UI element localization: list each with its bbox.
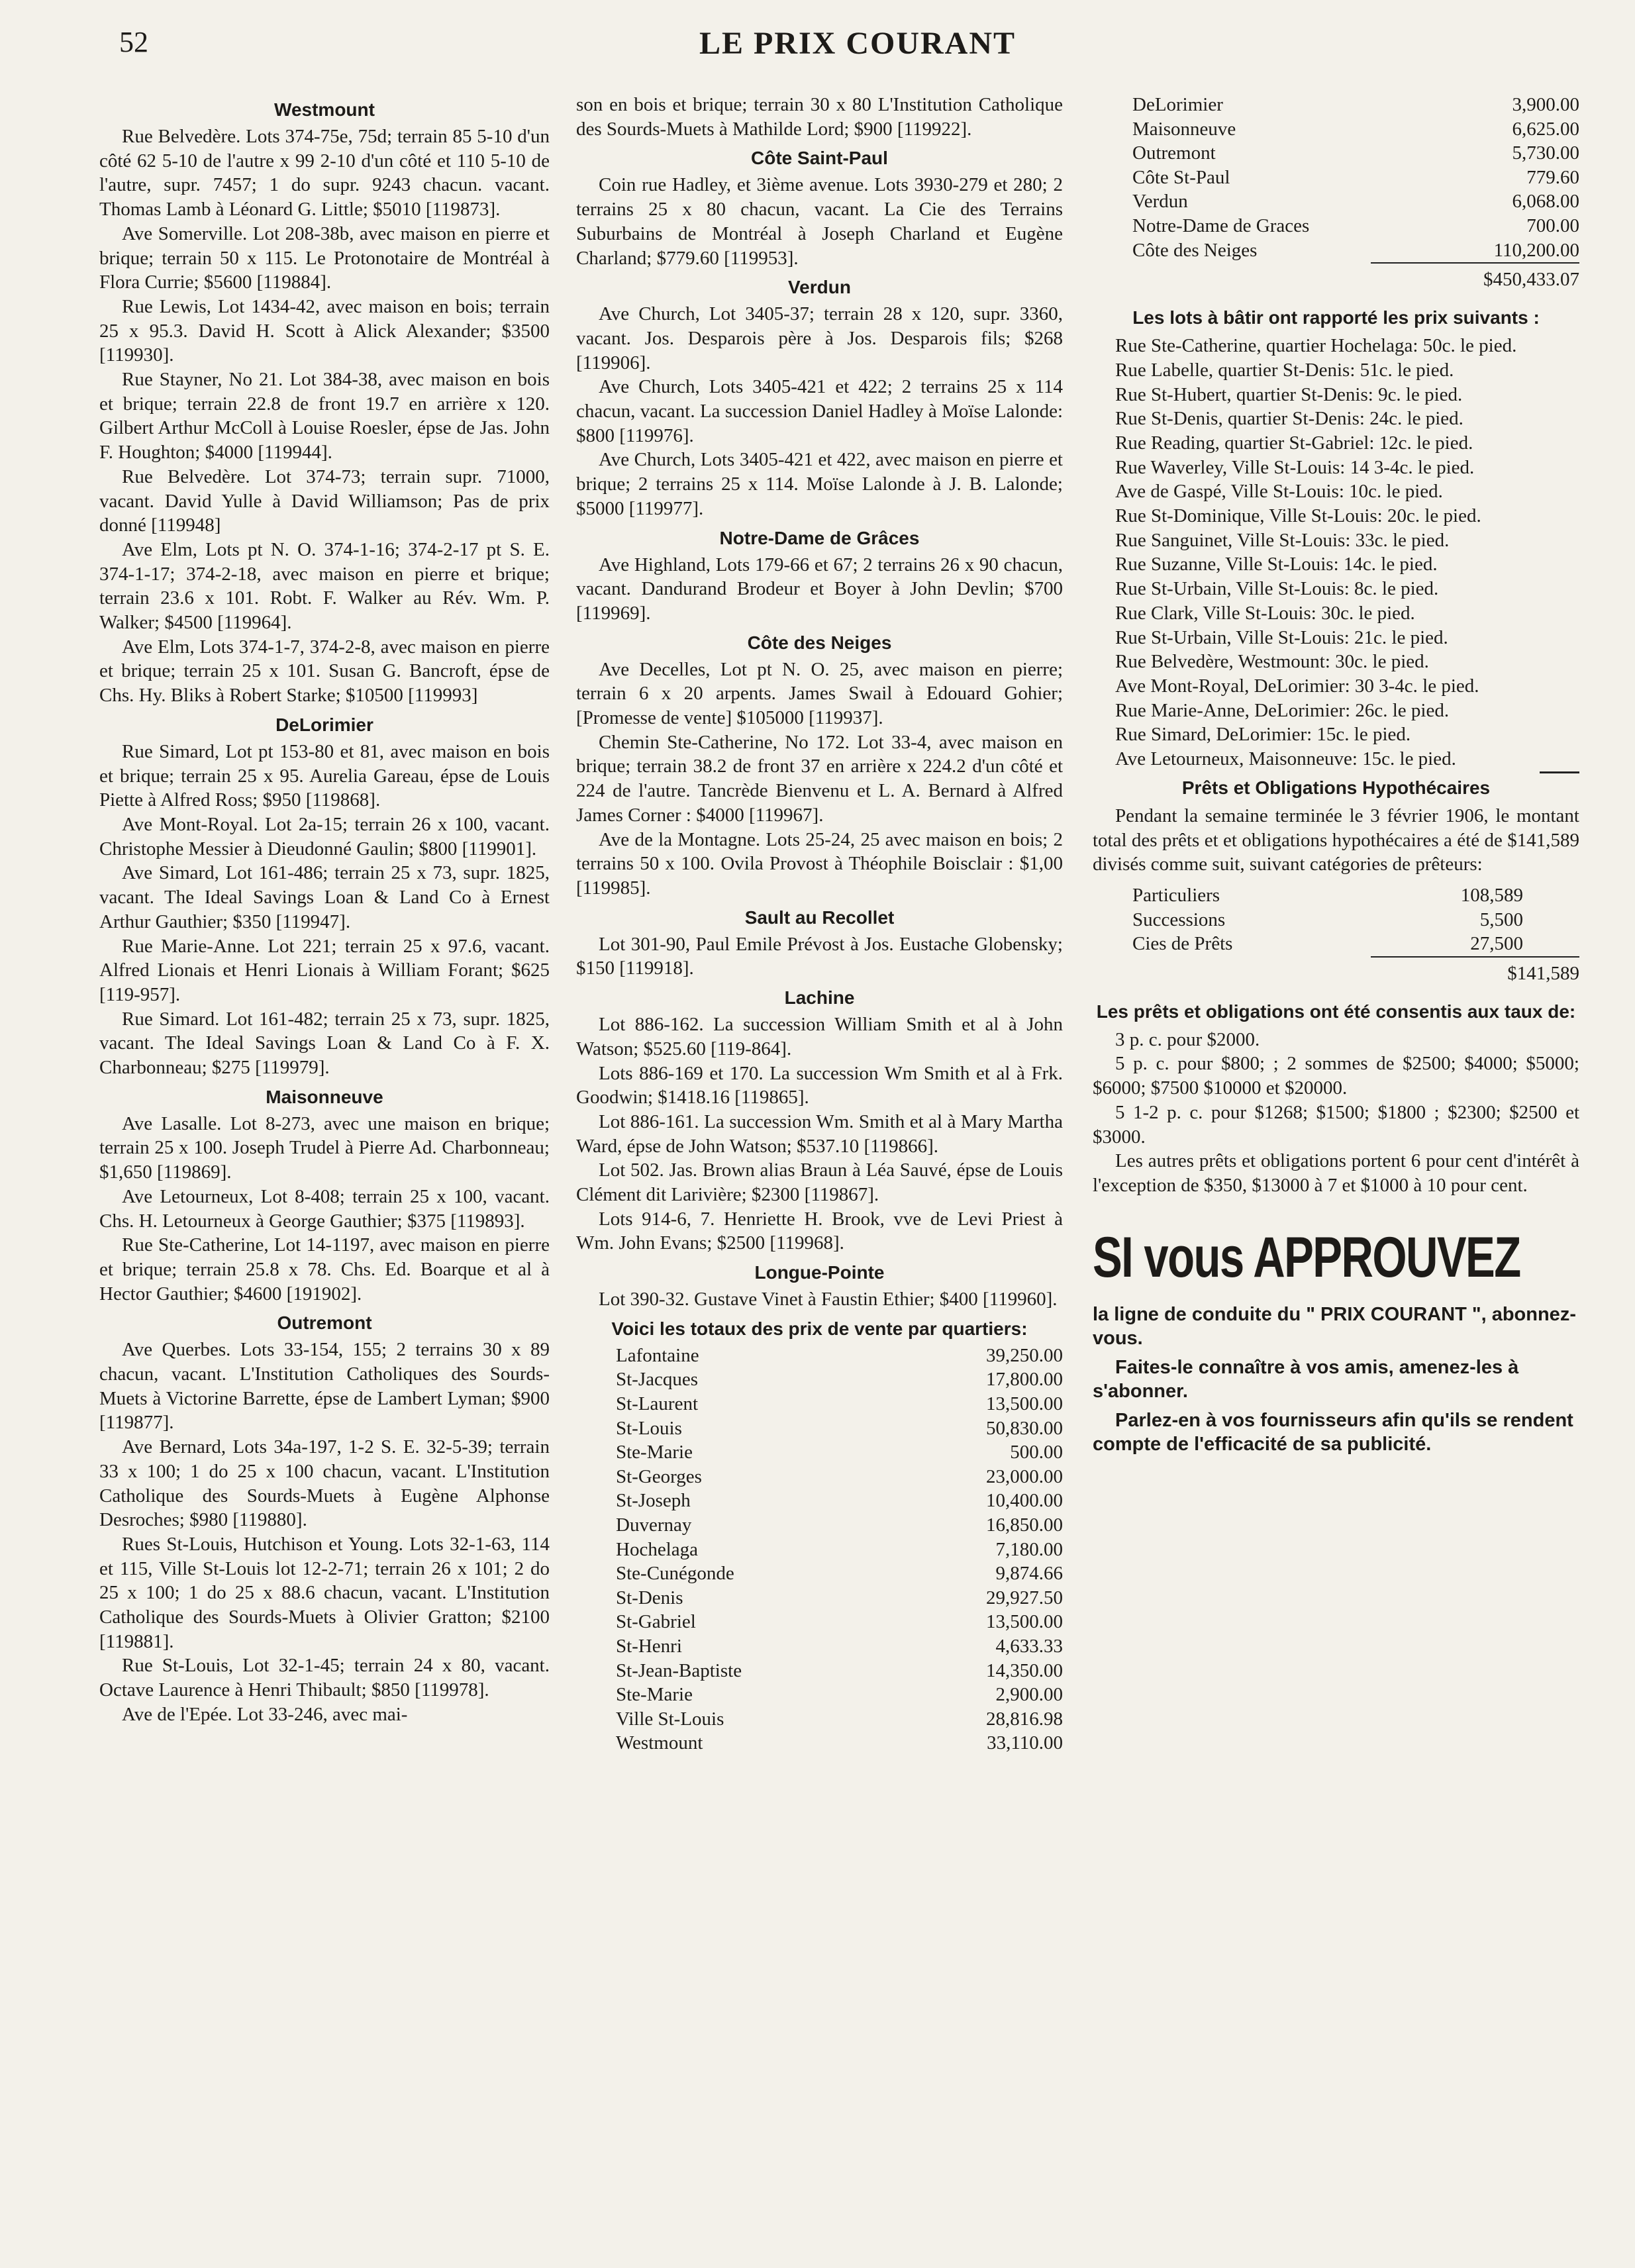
ledger-row	[1132, 908, 1523, 932]
entries-lachine	[576, 1012, 1063, 1256]
ledger-row-amount: 23,000.00	[986, 1465, 1063, 1487]
page-number: 52	[119, 26, 148, 58]
entry-paragraph: Rue Reading, quartier St-Gabriel: 12c. le pied.	[1115, 432, 1473, 454]
ledger-row-name: Westmount	[616, 1732, 703, 1754]
ledger-row-amount: 39,250.00	[986, 1344, 1063, 1366]
entry-paragraph: Rue Suzanne, Ville St-Louis: 14c. le pied.	[1115, 554, 1438, 575]
entry-paragraph: Rue Simard, DeLorimier: 15c. le pied.	[1115, 724, 1411, 746]
ledger-row	[576, 1683, 1063, 1707]
ledger-row	[576, 1344, 1063, 1368]
ledger-row	[576, 1659, 1063, 1683]
ledger-row-name: Duvernay	[616, 1514, 692, 1536]
entry-paragraph: Ave Highland, Lots 179-66 et 67; 2 terrains 26 x 90 chacun, vacant. Dandurand Brodeur et Boyer à John Devlin; $700 [119969].	[576, 554, 1063, 624]
subscription-ad	[1093, 1224, 1579, 1456]
ledger-row-name: St-Denis	[616, 1587, 683, 1608]
entries-ndg	[576, 553, 1063, 626]
ledger-row	[1093, 93, 1579, 117]
ledger-row	[576, 1489, 1063, 1513]
totals-continued-table	[1093, 93, 1579, 262]
entries-westmount	[99, 124, 550, 708]
ledger-row-amount: 13,500.00	[986, 1611, 1063, 1633]
entry-paragraph: Ave Letourneux, Maisonneuve: 15c. le pied.	[1115, 748, 1456, 770]
entries-cote-saint-paul	[576, 173, 1063, 270]
ledger-row-amount: 5,500	[1479, 909, 1523, 930]
entry-paragraph: 5 1-2 p. c. pour $1268; $1500; $1800 ; $2300; $2500 et $3000.	[1093, 1101, 1579, 1148]
column-1	[99, 93, 550, 1727]
ledger-row-name: Notre-Dame de Graces	[1132, 215, 1310, 236]
entry-paragraph: Ave Letourneux, Lot 8-408; terrain 25 x 100, vacant. Chs. H. Letourneux à George Gauthier; $375 [119893].	[99, 1185, 550, 1232]
ad-headline: SI vous APPROUVEZ	[1093, 1225, 1520, 1289]
ledger-row	[1132, 932, 1523, 956]
entry-paragraph: Lot 502. Jas. Brown alias Braun à Léa Sauvé, épse de Louis Clément dit Larivière; $2300 [119867].	[576, 1159, 1063, 1206]
ledger-row-amount: 779.60	[1526, 166, 1579, 188]
section-heading-ndg: Notre-Dame de Grâces	[719, 527, 920, 548]
section-heading-delorimier: DeLorimier	[275, 714, 373, 735]
lots-list	[1093, 334, 1579, 771]
ledger-row-amount: 6,068.00	[1512, 191, 1579, 213]
section-heading-verdun: Verdun	[788, 277, 851, 298]
entry-paragraph: Rue St-Denis, quartier St-Denis: 24c. le pied.	[1115, 408, 1463, 430]
section-heading-cote-saint-paul: Côte Saint-Paul	[751, 148, 888, 169]
entry-paragraph: Rue Marie-Anne. Lot 221; terrain 25 x 97.6, vacant. Alfred Lionais et Henri Lionais à William Forant; $625 [119-957].	[99, 935, 550, 1005]
entry-paragraph: Ave de la Montagne. Lots 25-24, 25 avec maison en bois; 2 terrains 50 x 100. Ovila Provost à Théophile Boisclair : $1,00 [119985].	[576, 828, 1063, 899]
ledger-row-name: Hochelaga	[616, 1538, 698, 1560]
entry-paragraph: Rue Stayner, No 21. Lot 384-38, avec maison en bois et brique; terrain 22.8 de front 19.7 en arrière x 120. Gilbert Arthur McColl à Louise Roesler, épse de Jas. John F. Houghton; $4000 [119944].	[99, 369, 550, 464]
ledger-row-name: Ville St-Louis	[616, 1708, 724, 1730]
ledger-row-amount: 28,816.98	[986, 1708, 1063, 1730]
ledger-row-amount: 2,900.00	[995, 1684, 1063, 1706]
ledger-row	[1093, 141, 1579, 166]
ledger-row-name: Successions	[1132, 909, 1226, 930]
column-2	[576, 93, 1063, 1755]
ledger-row-amount: 500.00	[1010, 1442, 1063, 1463]
section-divider	[1540, 771, 1579, 773]
ledger-row-amount: 14,350.00	[986, 1659, 1063, 1681]
taux-list	[1093, 1028, 1579, 1198]
ad-line-3: Parlez-en à vos fournisseurs afin qu'ils se rendent compte de l'efficacité de sa publicité.	[1093, 1409, 1573, 1455]
ledger-row	[576, 1707, 1063, 1732]
entries-verdun	[576, 302, 1063, 520]
ledger-row-name: Ste-Marie	[616, 1684, 693, 1706]
ledger-row-amount: 27,500	[1470, 933, 1523, 955]
ledger-row-name: St-Jacques	[616, 1369, 699, 1391]
ledger-row-amount: 700.00	[1526, 215, 1579, 236]
ledger-row	[576, 1367, 1063, 1392]
ledger-row-amount: 9,874.66	[995, 1563, 1063, 1585]
ledger-row-name: St-Joseph	[616, 1490, 691, 1512]
entries-delorimier	[99, 740, 550, 1080]
entry-paragraph: Ave Church, Lots 3405-421 et 422; 2 terrains 25 x 114 chacun, vacant. La succession Daniel Hadley à Moïse Lalonde: $800 [119976].	[576, 376, 1063, 446]
ledger-row-name: Outremont	[1132, 142, 1216, 164]
ledger-row-amount: 29,927.50	[986, 1587, 1063, 1608]
ledger-row-name: St-Gabriel	[616, 1611, 696, 1633]
ledger-row	[1093, 214, 1579, 238]
taux-heading: Les prêts et obligations ont été consentis aux taux de:	[1096, 1001, 1576, 1022]
continuation-text: son en bois et brique; terrain 30 x 80 L'Institution Catholique des Sourds-Muets à Mathilde Lord; $900 [119922].	[576, 94, 1063, 140]
entry-paragraph: Rue Labelle, quartier St-Denis: 51c. le pied.	[1115, 359, 1454, 381]
ledger-row-amount: 17,800.00	[986, 1369, 1063, 1391]
entry-paragraph: Lot 886-162. La succession William Smith et al à John Watson; $525.60 [119-864].	[576, 1014, 1063, 1060]
entry-paragraph: Rue Belvedère, Westmount: 30c. le pied.	[1115, 651, 1429, 673]
ledger-row-amount: 50,830.00	[986, 1417, 1063, 1439]
entry-paragraph: Ave Church, Lot 3405-37; terrain 28 x 120, supr. 3360, vacant. Jos. Desparois père à Jos. Desparois fils; $268 [119906].	[576, 303, 1063, 373]
entry-paragraph: Rue St-Hubert, quartier St-Denis: 9c. le pied.	[1115, 383, 1463, 405]
entries-longue-pointe	[576, 1287, 1063, 1312]
entry-paragraph: Rue Ste-Catherine, Lot 14-1197, avec maison en pierre et brique; terrain 25.8 x 78. Chs. Ed. Boarque et al à Hector Gauthier; $4600 [191902].	[99, 1234, 550, 1305]
entries-cote-des-neiges	[576, 658, 1063, 901]
entry-paragraph: Ave Mont-Royal. Lot 2a-15; terrain 26 x 100, vacant. Christophe Messier à Dieudonné Gaulin; $800 [119901].	[99, 813, 550, 860]
entry-paragraph: Rue St-Louis, Lot 32-1-45; terrain 24 x 80, vacant. Octave Laurence à Henri Thibault; $850 [119978].	[99, 1655, 550, 1701]
prets-heading: Prêts et Obligations Hypothécaires	[1181, 777, 1491, 798]
ledger-row	[576, 1561, 1063, 1586]
entries-outremont	[99, 1338, 550, 1726]
entry-paragraph: Ave Elm, Lots pt N. O. 374-1-16; 374-2-17 pt S. E. 374-1-17; 374-2-18, avec maison en pierre et brique; terrain 23.6 x 101. Robt. F. Walker au Rév. Wm. P. Walker; $4500 [119964].	[99, 538, 550, 634]
ledger-row-name: St-Louis	[616, 1417, 682, 1439]
ledger-row-name: Côte des Neiges	[1132, 239, 1258, 261]
section-heading-outremont: Outremont	[277, 1312, 372, 1334]
ledger-row-amount: 5,730.00	[1512, 142, 1579, 164]
distribution-total: $141,589	[1371, 956, 1579, 987]
ledger-row	[576, 1586, 1063, 1610]
ledger-row-name: St-Georges	[616, 1465, 702, 1487]
entry-paragraph: Ave Lasalle. Lot 8-273, avec une maison en brique; terrain 25 x 100. Joseph Trudel à Pierre Ad. Charbonneau; $1,650 [119869].	[99, 1112, 550, 1183]
ledger-row	[1093, 189, 1579, 214]
ledger-row-name: Verdun	[1132, 191, 1188, 213]
distribution-table	[1132, 883, 1523, 956]
totals-table	[576, 1344, 1063, 1755]
entries-maisonneuve	[99, 1112, 550, 1307]
entry-paragraph: Lot 301-90, Paul Emile Prévost à Jos. Eustache Globensky; $150 [119918].	[576, 933, 1063, 979]
ledger-row-name: Particuliers	[1132, 884, 1220, 906]
distribution-body	[1132, 883, 1523, 956]
ledger-row-name: Lafontaine	[616, 1344, 699, 1366]
entry-paragraph: Rue Sanguinet, Ville St-Louis: 33c. le pied.	[1115, 529, 1450, 551]
section-heading-maisonneuve: Maisonneuve	[266, 1086, 383, 1107]
entry-paragraph: Ave Simard, Lot 161-486; terrain 25 x 73, supr. 1825, vacant. The Ideal Savings Loan & Land Co à Ernest Arthur Gauthier; $350 [119947].	[99, 862, 550, 932]
grand-total: $450,433.07	[1371, 262, 1579, 293]
entry-paragraph: Rue Belvedère. Lots 374-75e, 75d; terrain 85 5-10 d'un côté 62 5-10 de l'autre x 99 2-10 d'un côté et 110 5-10 de l'autre, supr. 7457; 1 do supr. 9243 chacun. vacant. Thomas Lamb à Léonard G. Little; $5010 [119873].	[99, 126, 550, 221]
entry-paragraph: Rue Lewis, Lot 1434-42, avec maison en bois; terrain 25 x 95.3. David H. Scott à Alick Alexander; $3500 [119930].	[99, 295, 550, 366]
entry-paragraph: Lots 914-6, 7. Henriette H. Brook, vve de Levi Priest à Wm. John Evans; $2500 [119968].	[576, 1208, 1063, 1254]
ledger-row-amount: 4,633.33	[995, 1635, 1063, 1657]
ledger-row-amount: 108,589	[1460, 884, 1523, 906]
totals-table-body	[576, 1344, 1063, 1755]
ledger-row-name: St-Laurent	[616, 1393, 699, 1415]
entry-paragraph: Rue Marie-Anne, DeLorimier: 26c. le pied.	[1115, 699, 1450, 721]
ledger-row	[576, 1416, 1063, 1441]
entry-paragraph: Ave Decelles, Lot pt N. O. 25, avec maison en pierre; terrain 6 x 20 arpents. James Swail à Edouard Gohier; [Promesse de vente] $105000 [119937].	[576, 658, 1063, 729]
section-heading-longue-pointe: Longue-Pointe	[754, 1262, 885, 1283]
ledger-row-name: Ste-Cunégonde	[616, 1563, 734, 1585]
entry-paragraph: Rue Simard. Lot 161-482; terrain 25 x 73, supr. 1825, vacant. The Ideal Savings Loan & Land Co à F. X. Charbonneau; $275 [119979].	[99, 1008, 550, 1079]
entry-paragraph: Rue St-Dominique, Ville St-Louis: 20c. le pied.	[1115, 505, 1481, 527]
ledger-row-amount: 110,200.00	[1493, 239, 1579, 261]
entry-paragraph: Rue St-Urbain, Ville St-Louis: 8c. le pied.	[1115, 578, 1439, 600]
ledger-row	[576, 1610, 1063, 1634]
entry-paragraph: Lot 886-161. La succession Wm. Smith et al à Mary Martha Ward, épse de John Watson; $537.10 [119866].	[576, 1110, 1063, 1157]
section-heading-sault-au-recollet: Sault au Recollet	[744, 907, 895, 928]
ledger-row-name: DeLorimier	[1132, 94, 1223, 115]
ledger-row-amount: 13,500.00	[986, 1393, 1063, 1415]
ledger-row-name: Côte St-Paul	[1132, 166, 1230, 188]
ledger-row-name: Ste-Marie	[616, 1442, 693, 1463]
ledger-row	[1093, 117, 1579, 142]
entry-paragraph: 5 p. c. pour $800; ; 2 sommes de $2500; $4000; $5000; $6000; $7500 $10000 et $20000.	[1093, 1053, 1579, 1099]
prets-paragraph: Pendant la semaine terminée le 3 février 1906, le montant total des prêts et et obligations hypothécaires a été de $141,589 divisés comme suit, suivant catégories de prêteurs:	[1093, 805, 1579, 875]
section-heading-cote-des-neiges: Côte des Neiges	[747, 632, 892, 653]
ledger-row-amount: 6,625.00	[1512, 118, 1579, 140]
entry-paragraph: Ave Mont-Royal, DeLorimier: 30 3-4c. le pied.	[1115, 675, 1479, 697]
ledger-row-amount: 10,400.00	[986, 1490, 1063, 1512]
ledger-row	[576, 1538, 1063, 1562]
entry-paragraph: Ave Somerville. Lot 208-38b, avec maison en pierre et brique; terrain 50 x 115. Le Protonotaire de Montréal à Flora Currie; $5600 [119884].	[99, 222, 550, 293]
entry-paragraph: Ave de l'Epée. Lot 33-246, avec mai-	[122, 1703, 408, 1725]
ledger-row	[576, 1634, 1063, 1659]
ledger-row-name: Maisonneuve	[1132, 118, 1236, 140]
entry-paragraph: Rue Ste-Catherine, quartier Hochelaga: 50c. le pied.	[1115, 335, 1517, 357]
section-heading-lachine: Lachine	[784, 987, 855, 1009]
entry-paragraph: Rue Waverley, Ville St-Louis: 14 3-4c. le pied.	[1115, 456, 1475, 478]
entry-paragraph: Lot 390-32. Gustave Vinet à Faustin Ethier; $400 [119960].	[599, 1289, 1058, 1310]
column-3	[1093, 93, 1579, 1461]
ledger-row-amount: 7,180.00	[995, 1538, 1063, 1560]
ledger-row	[576, 1440, 1063, 1465]
ledger-row-name: St-Jean-Baptiste	[616, 1659, 742, 1681]
section-heading-westmount: Westmount	[274, 99, 375, 120]
ledger-row-amount: 3,900.00	[1512, 94, 1579, 115]
ledger-row-amount: 16,850.00	[986, 1514, 1063, 1536]
totals-continued-body	[1093, 93, 1579, 262]
ledger-row	[1132, 883, 1523, 908]
entry-paragraph: Ave Bernard, Lots 34a-197, 1-2 S. E. 32-5-39; terrain 33 x 100; 1 do 25 x 100 chacun, vacant. L'Institution Catholique des Sourds-Muets à Eugène Alphonse Desroches; $980 [119880].	[99, 1436, 550, 1531]
ledger-row	[1093, 166, 1579, 190]
entry-paragraph: 3 p. c. pour $2000.	[1115, 1028, 1260, 1050]
ad-line-1: la ligne de conduite du " PRIX COURANT ", abonnez-vous.	[1093, 1303, 1576, 1349]
ledger-row	[576, 1513, 1063, 1538]
entry-paragraph: Chemin Ste-Catherine, No 172. Lot 33-4, avec maison en brique; terrain 38.2 de front 37 en arrière x 224.2 d'un côté et 224 de l'autre. Tancrède Bienvenu et L. A. Bernard à Alfred James Corner : $4000 [119967].	[576, 731, 1063, 826]
ledger-row-name: Cies de Prêts	[1132, 933, 1233, 955]
entry-paragraph: Les autres prêts et obligations portent 6 pour cent d'intérêt à l'exception de $350, $13000 à 7 et $1000 à 10 pour cent.	[1093, 1150, 1579, 1196]
entry-paragraph: Coin rue Hadley, et 3ième avenue. Lots 3930-279 et 280; 2 terrains 25 x 80 chacun, vacant. La Cie des Terrains Suburbains de Montréal à Joseph Charland et Eugène Charland; $779.60 [119953].	[576, 174, 1063, 269]
entry-paragraph: Lots 886-169 et 170. La succession Wm Smith et al à Frk. Goodwin; $1418.16 [119865].	[576, 1062, 1063, 1109]
entry-paragraph: Rue Belvedère. Lot 374-73; terrain supr. 71000, vacant. David Yulle à David Williamson; Pas de prix donné [119948]	[99, 466, 550, 536]
entry-paragraph: Ave de Gaspé, Ville St-Louis: 10c. le pied.	[1115, 481, 1443, 503]
entry-paragraph: Rue St-Urbain, Ville St-Louis: 21c. le pied.	[1115, 626, 1448, 648]
entries-sault-au-recollet	[576, 932, 1063, 981]
entry-paragraph: Ave Querbes. Lots 33-154, 155; 2 terrains 30 x 89 chacun, vacant. L'Institution Catholiques des Sourds-Muets à Victorine Barrette, épse de Lambert Lyman; $900 [119877].	[99, 1339, 550, 1434]
ledger-row	[576, 1731, 1063, 1755]
entry-paragraph: Rue Simard, Lot pt 153-80 et 81, avec maison en bois et brique; terrain 25 x 95. Aurelia Gareau, épse de Louis Piette à Alfred Ross; $950 [119868].	[99, 740, 550, 811]
ledger-row-amount: 33,110.00	[987, 1732, 1063, 1754]
ledger-row	[576, 1465, 1063, 1489]
ledger-row	[1093, 238, 1579, 263]
entry-paragraph: Rue Clark, Ville St-Louis: 30c. le pied.	[1115, 602, 1415, 624]
entry-paragraph: Rues St-Louis, Hutchison et Young. Lots 32-1-63, 114 et 115, Ville St-Louis lot 12-2-71; terrain 26 x 101; 2 do 25 x 100; 1 do 25 x 88.6 chacun, vacant. L'Institution Catholique des Sourds-Muets à Olivier Gratton; $2100 [119881].	[99, 1533, 550, 1652]
ledger-row-name: St-Henri	[616, 1635, 682, 1657]
ad-line-2: Faites-le connaître à vos amis, amenez-les à s'abonner.	[1093, 1356, 1519, 1402]
totals-heading: Voici les totaux des prix de vente par quartiers:	[611, 1318, 1028, 1339]
ledger-row	[576, 1392, 1063, 1416]
page-header	[113, 20, 1603, 66]
entry-paragraph: Ave Elm, Lots 374-1-7, 374-2-8, avec maison en pierre et brique; terrain 25 x 101. Susan G. Bancroft, épse de Chs. Hy. Bliks à Robert Starke; $10500 [119993]	[99, 636, 550, 707]
journal-title: LE PRIX COURANT	[699, 26, 1016, 61]
entry-paragraph: Ave Church, Lots 3405-421 et 422, avec maison en pierre et brique; 2 terrains 25 x 114. Moïse Lalonde à J. B. Lalonde; $5000 [119977].	[576, 449, 1063, 519]
lots-heading: Les lots à bâtir ont rapporté les prix suivants :	[1132, 307, 1540, 328]
